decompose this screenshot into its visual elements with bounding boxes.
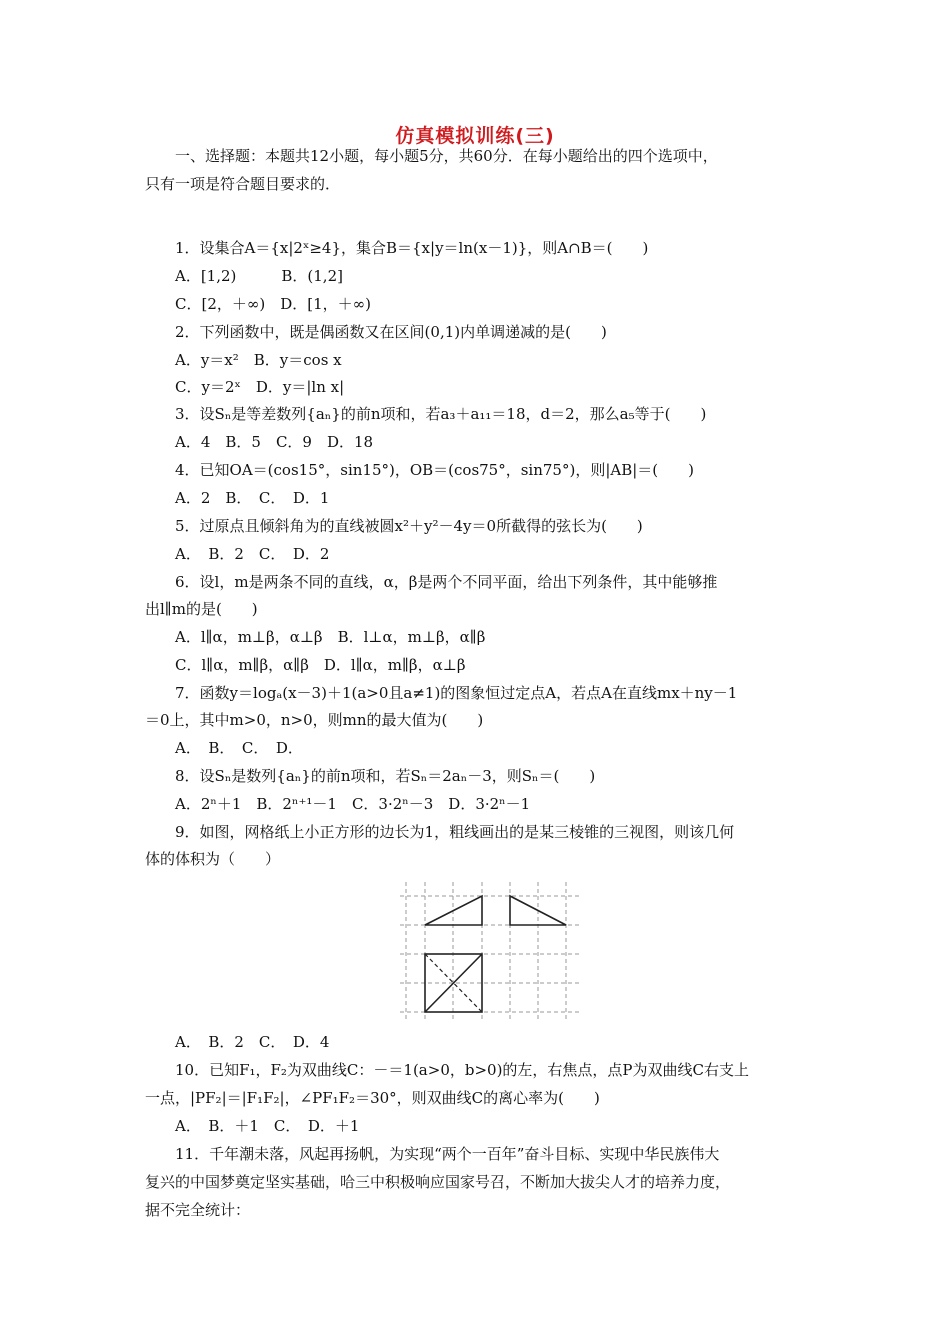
three-view-figure xyxy=(400,882,582,1022)
question-9-options: A． B．2 C． D．4 xyxy=(175,1033,330,1051)
question-6-cont: 出l∥m的是( ) xyxy=(145,600,258,618)
question-7-options: A． B． C． D． xyxy=(175,739,303,757)
question-11-cont-2: 据不完全统计： xyxy=(145,1201,251,1219)
question-4: 4．已知OA＝(cos15°，sin15°)，OB＝(cos75°，sin75°)，则|AB|＝( ) xyxy=(175,461,694,479)
question-8: 8．设Sₙ是数列{aₙ}的前n项和，若Sₙ＝2aₙ－3，则Sₙ＝( ) xyxy=(175,767,596,785)
question-10-cont: 一点，|PF₂|＝|F₁F₂|，∠PF₁F₂＝30°，则双曲线C的离心率为( ) xyxy=(145,1089,600,1107)
question-7: 7．函数y＝logₐ(x－3)＋1(a>0且a≠1)的图象恒过定点A，若点A在直线mx＋ny－1 xyxy=(175,684,738,702)
page-title: 仿真模拟训练(三) xyxy=(395,125,555,147)
question-3-options: A．4 B．5 C．9 D．18 xyxy=(175,433,374,451)
question-6: 6．设l，m是两条不同的直线，α，β是两个不同平面，给出下列条件，其中能够推 xyxy=(175,573,718,591)
question-9-cont: 体的体积为（ ） xyxy=(145,850,281,868)
question-2: 2．下列函数中，既是偶函数又在区间(0,1)内单调递减的是( ) xyxy=(175,323,607,341)
question-7-cont: ＝0上，其中m>0，n>0，则mn的最大值为( ) xyxy=(145,711,484,729)
question-10-options: A． B．＋1 C． D．＋1 xyxy=(175,1117,360,1135)
question-4-options: A．2 B． C． D．1 xyxy=(175,489,330,507)
question-5-options: A． B．2 C． D．2 xyxy=(175,545,330,563)
question-10: 10．已知F₁，F₂为双曲线C：－＝1(a>0，b>0)的左，右焦点，点P为双曲线C右支上 xyxy=(175,1061,749,1079)
question-11: 11．千年潮未落，风起再扬帆，为实现“两个一百年”奋斗目标、实现中华民族伟大 xyxy=(175,1145,720,1163)
section-intro-cont: 只有一项是符合题目要求的． xyxy=(145,175,341,193)
question-2-options-a: A．y＝x² B．y＝cos x xyxy=(175,351,342,369)
question-1: 1．设集合A＝{x|2ˣ≥4}，集合B＝{x|y＝ln(x－1)}，则A∩B＝( ) xyxy=(175,239,649,257)
section-intro: 一、选择题：本题共12小题，每小题5分，共60分．在每小题给出的四个选项中， xyxy=(175,147,718,165)
question-9: 9．如图，网格纸上小正方形的边长为1，粗线画出的是某三棱锥的三视图，则该几何 xyxy=(175,823,735,841)
question-8-options: A．2ⁿ＋1 B．2ⁿ⁺¹－1 C．3·2ⁿ－3 D．3·2ⁿ－1 xyxy=(175,795,531,813)
question-1-options-a: A．[1,2) B．(1,2] xyxy=(175,267,343,285)
question-3: 3．设Sₙ是等差数列{aₙ}的前n项和，若a₃＋a₁₁＝18，d＝2，那么a₅等于( ) xyxy=(175,405,707,423)
question-5: 5．过原点且倾斜角为的直线被圆x²＋y²－4y＝0所截得的弦长为( ) xyxy=(175,517,643,535)
question-2-options-c: C．y＝2ˣ D．y＝|ln x| xyxy=(175,378,345,396)
question-6-options-c: C．l∥α，m∥β，α∥β D．l∥α，m∥β，α⊥β xyxy=(175,656,466,674)
question-1-options-c: C．[2，＋∞) D．[1，＋∞) xyxy=(175,295,371,313)
grid-lines xyxy=(400,882,582,1022)
question-11-cont: 复兴的中国梦奠定坚实基础，哈三中积极响应国家号召，不断加大拔尖人才的培养力度， xyxy=(145,1173,731,1191)
question-6-options-a: A．l∥α，m⊥β，α⊥β B．l⊥α，m⊥β，α∥β xyxy=(175,628,486,646)
